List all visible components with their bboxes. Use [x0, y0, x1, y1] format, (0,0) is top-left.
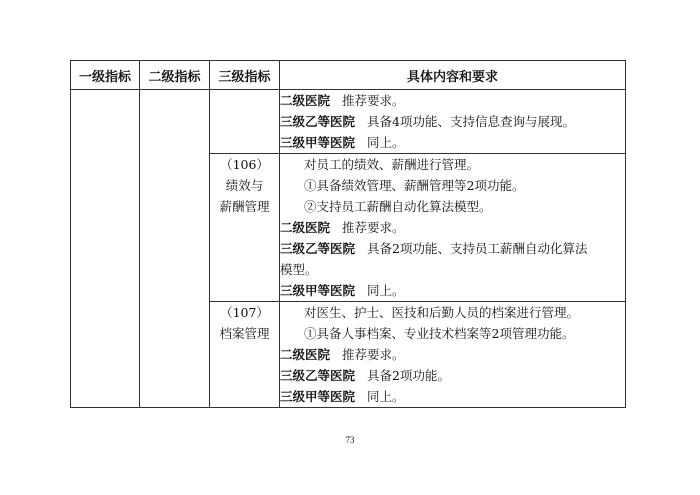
hospital-level-requirement: [280, 132, 625, 153]
hospital-level-requirement: [280, 111, 625, 132]
table-header-row: [71, 61, 626, 90]
hospital-level-requirement: [280, 238, 625, 259]
hospital-level-text: 具备4项功能、支持信息查询与展现。: [367, 114, 575, 129]
sub-item: ②支持员工薪酬自动化算法模型。: [304, 199, 492, 214]
item-description: 对员工的绩效、薪酬进行管理。: [304, 157, 480, 172]
hospital-level-label: 二级医院: [280, 347, 331, 362]
page-number: 73: [345, 435, 355, 445]
hospital-level-label: 三级乙等医院: [280, 114, 356, 129]
level3-cell: [210, 154, 280, 302]
requirements-table: [70, 60, 626, 408]
item-name: 绩效与: [225, 178, 264, 193]
hospital-level-requirement: [280, 344, 625, 365]
hospital-level-text: 推荐要求。: [342, 93, 405, 108]
level2-cell: [140, 90, 210, 408]
hospital-level-text: 同上。: [367, 283, 405, 298]
header-content: 具体内容和要求: [280, 61, 626, 90]
hospital-level-text: 具备2项功能、支持员工薪酬自动化算法: [367, 241, 588, 256]
hospital-level-text: 推荐要求。: [342, 347, 405, 362]
item-code: （106）: [220, 157, 269, 172]
hospital-level-label: 三级甲等医院: [280, 283, 356, 298]
hospital-level-text: 同上。: [367, 135, 405, 150]
hospital-level-label: 三级甲等医院: [280, 135, 356, 150]
table-row: [71, 90, 626, 154]
level3-cell: [210, 90, 280, 154]
hospital-level-text: 同上。: [367, 389, 405, 404]
header-level3: 三级指标: [210, 61, 280, 90]
header-level2: 二级指标: [140, 61, 210, 90]
hospital-level-requirement: [280, 90, 625, 111]
sub-item: ①具备绩效管理、薪酬管理等2项功能。: [304, 178, 525, 193]
hospital-level-text-continued: 模型。: [280, 262, 318, 277]
hospital-level-label: 三级乙等医院: [280, 241, 356, 256]
sub-item: ①具备人事档案、专业技术档案等2项管理功能。: [304, 326, 575, 341]
header-level1: 一级指标: [71, 61, 140, 90]
hospital-level-label: 二级医院: [280, 220, 331, 235]
item-code: （107）: [220, 305, 269, 320]
item-name: 档案管理: [219, 326, 270, 341]
hospital-level-label: 三级甲等医院: [280, 389, 356, 404]
content-cell: [280, 154, 626, 302]
level1-cell: [71, 90, 140, 408]
hospital-level-requirement: [280, 280, 625, 301]
hospital-level-requirement: [280, 217, 625, 238]
content-cell: [280, 90, 626, 154]
content-cell: [280, 302, 626, 408]
hospital-level-requirement: [280, 386, 625, 407]
hospital-level-text: 具备2项功能。: [367, 368, 450, 383]
hospital-level-label: 三级乙等医院: [280, 368, 356, 383]
level3-cell: [210, 302, 280, 408]
hospital-level-requirement: [280, 365, 625, 386]
item-description: 对医生、护士、医技和后勤人员的档案进行管理。: [304, 305, 580, 320]
hospital-level-text: 推荐要求。: [342, 220, 405, 235]
table-body: [71, 90, 626, 408]
hospital-level-label: 二级医院: [280, 93, 331, 108]
item-name: 薪酬管理: [219, 199, 270, 214]
